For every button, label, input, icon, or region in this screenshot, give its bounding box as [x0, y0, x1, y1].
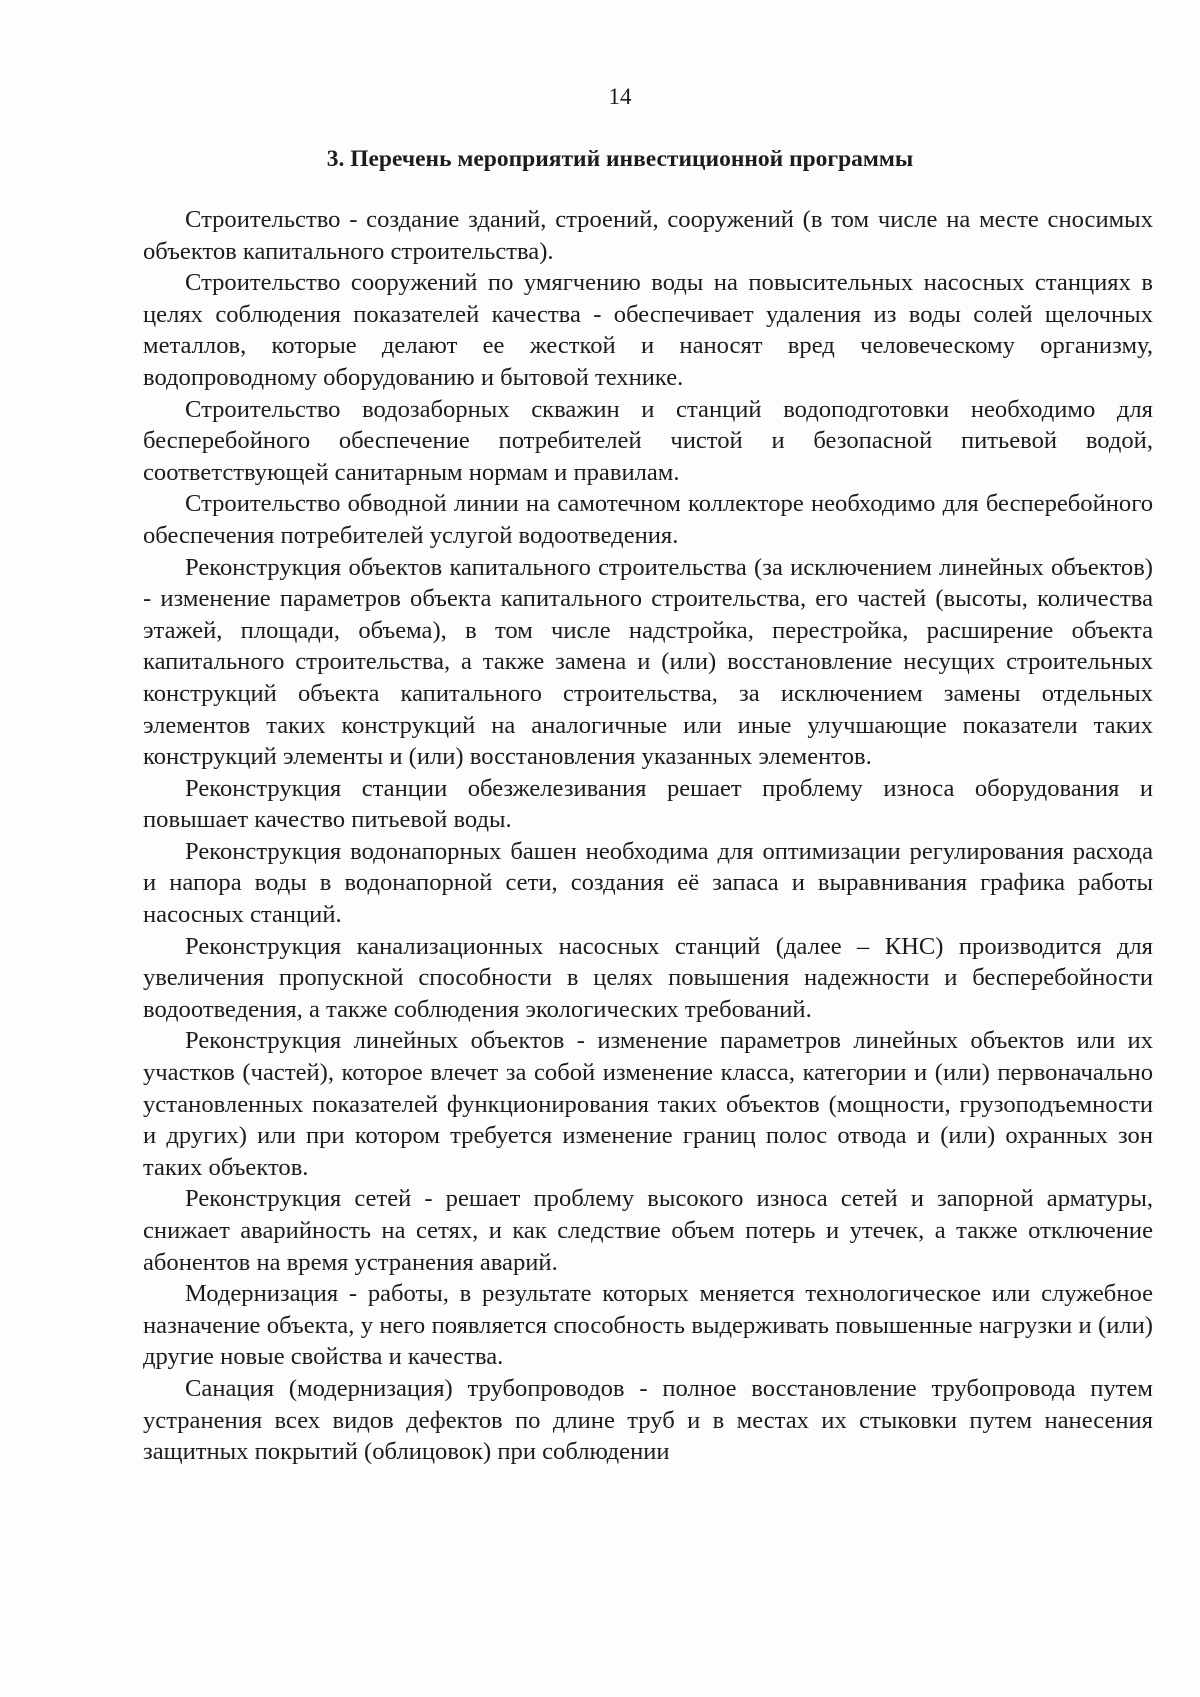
body-text [143, 204, 1153, 1468]
paragraph-modernization: Модернизация - работы, в результате которых меняется технологическое или служебное назначение объекта, у него появляется способность выдерживать повышенные нагрузки и (или) другие новые свойства и качества. [143, 1280, 1153, 1371]
section-heading: 3. Перечень мероприятий инвестиционной программы [326, 146, 914, 172]
paragraph-water-softening: Строительство сооружений по умягчению воды на повысительных насосных станциях в целях соблюдения показателей качества - обеспечивает удаления из воды солей щелочных металлов, которые делают ее жесткой и наносят вред человеческому организму, водопроводному оборудованию и бытовой технике. [143, 269, 1153, 391]
paragraph-wells: Строительство водозаборных скважин и станций водоподготовки необходимо для бесперебойного обеспечение потребителей чистой и безопасной питьевой водой, соответствующей санитарным нормам и правилам. [143, 395, 1153, 486]
paragraph-iron-removal: Реконструкция станции обезжелезивания решает проблему износа оборудования и повышает качество питьевой воды. [143, 774, 1153, 834]
paragraph-water-towers: Реконструкция водонапорных башен необходима для оптимизации регулирования расхода и напора воды в водонапорной сети, создания её запаса и выравнивания графика работы насосных станций. [143, 837, 1153, 929]
paragraph-construction: Строительство - создание зданий, строений, сооружений (в том числе на месте сносимых объектов капитального строительства). [143, 206, 1153, 265]
paragraph-networks: Реконструкция сетей - решает проблему высокого износа сетей и запорной арматуры, снижает аварийность на сетях, и как следствие объем потерь и утечек, а также отключение абонентов на время устранения аварий. [143, 1185, 1153, 1276]
paragraph-bypass-line: Строительство обводной линии на самотечном коллекторе необходимо для бесперебойного обеспечения потребителей услугой водоотведения. [143, 490, 1153, 549]
paragraph-reconstruction-objects: Реконструкция объектов капитального строительства (за исключением линейных объектов) - изменение параметров объекта капитального строительства, его частей (высоты, количества этажей, площади, объема), в том числе надстройка, перестройка, расширение объекта капитального строительства, а также замена и (или) восстановление несущих строительных конструкций объекта капитального строительства, за исключением замены отдельных элементов таких конструкций на аналогичные или иные улучшающие показатели таких конструкций элементы и (или) восстановления указанных элементов. [143, 553, 1153, 771]
page-number: 14 [608, 84, 632, 109]
paragraph-pipeline-rehabilitation: Санация (модернизация) трубопроводов - полное восстановление трубопровода путем устранения всех видов дефектов по длине труб и в местах их стыковки путем нанесения защитных покрытий (облицовок) при соблюдении [143, 1374, 1153, 1466]
paragraph-sewage-stations: Реконструкция канализационных насосных станций (далее – КНС) производится для увеличения пропускной способности в целях повышения надежности и бесперебойности водоотведения, а также соблюдения экологических требований. [143, 932, 1153, 1023]
paragraph-linear-objects: Реконструкция линейных объектов - изменение параметров линейных объектов или их участков (частей), которое влечет за собой изменение класса, категории и (или) первоначально установленных показателей функционирования таких объектов (мощности, грузоподъемности и других) или при котором требуется изменение границ полос отвода и (или) охранных зон таких объектов. [143, 1027, 1153, 1181]
